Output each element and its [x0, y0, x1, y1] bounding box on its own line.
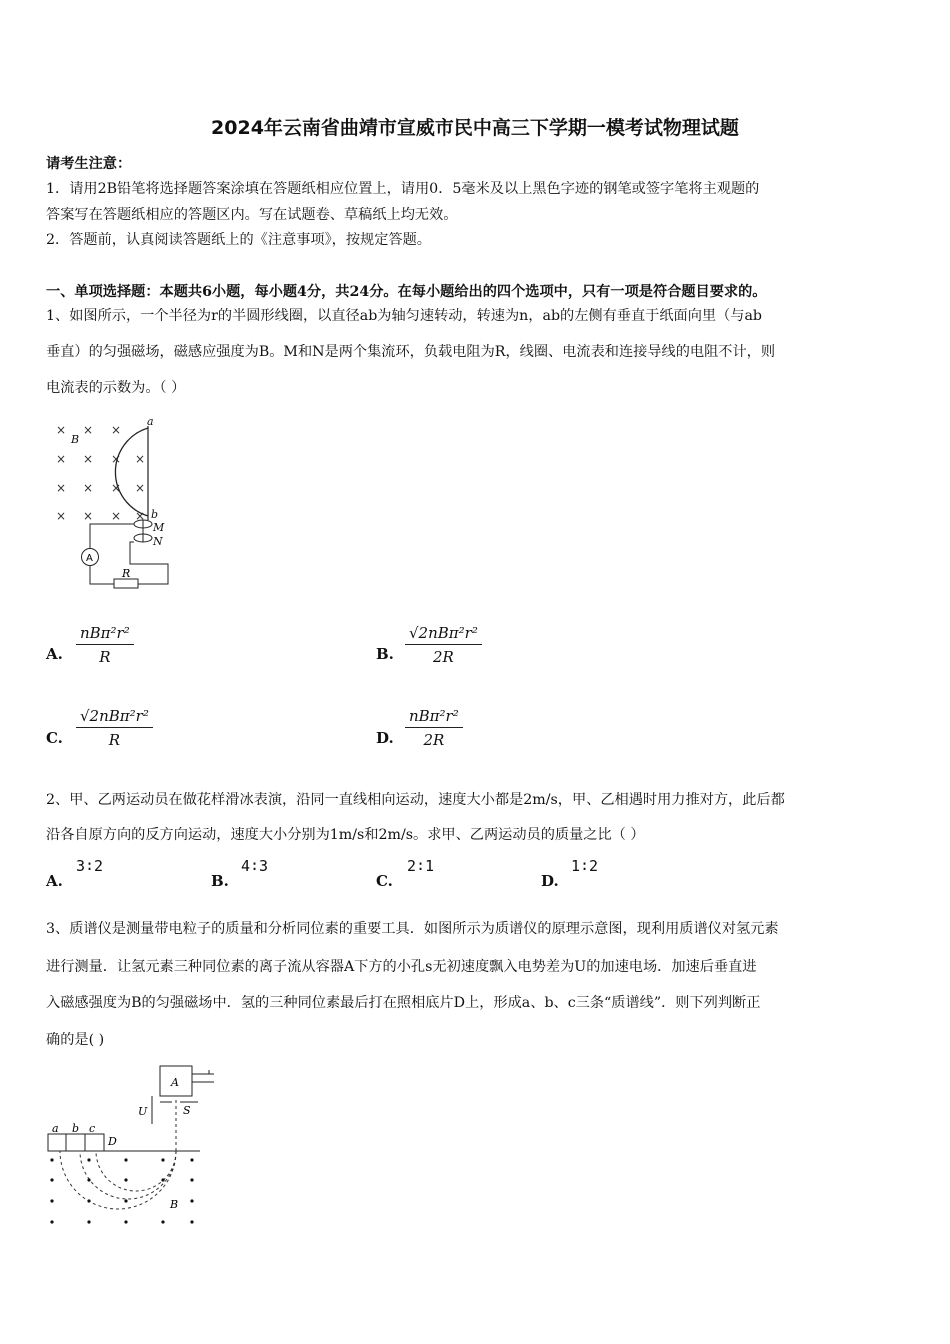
option-label: A. [46, 645, 63, 663]
option-label: C. [376, 872, 393, 890]
field-b-label: B [71, 433, 80, 446]
section-heading: 一、单项选择题：本题共6小题，每小题4分，共24分。在每小题给出的四个选项中，只有一项是符合题目要求的。 [46, 284, 767, 300]
q1-option-c[interactable] [46, 729, 63, 747]
line-a-label: a [52, 1122, 59, 1135]
svg-text:×: × [83, 452, 94, 466]
svg-text:×: × [111, 481, 122, 495]
q2-line-2: 沿各自原方向的反方向运动，速度大小分别为1m/s和2m/s。求甲、乙两运动员的质量之比（ ） [46, 827, 645, 843]
fraction-numerator: nBπ²r² [405, 707, 463, 728]
q1-option-b-fraction [405, 624, 482, 666]
inlet-pipe [192, 1070, 214, 1082]
point-a-label: a [147, 416, 154, 428]
q1-option-b[interactable] [376, 645, 394, 663]
option-label: D. [541, 872, 559, 890]
q2-option-c-value: 2∶1 [407, 857, 435, 875]
q3-line-2: 进行测量．让氢元素三种同位素的离子流从容器A下方的小孔s无初速度飘入电势差为U的加速电场．加速后垂直进 [46, 959, 757, 975]
svg-text:×: × [111, 452, 122, 466]
svg-text:×: × [83, 423, 94, 437]
wire-right [130, 542, 168, 584]
line-c-label: c [89, 1122, 96, 1135]
q1-option-a-fraction [76, 624, 134, 666]
svg-text:×: × [83, 481, 94, 495]
svg-text:×: × [111, 423, 122, 437]
svg-text:×: × [83, 509, 94, 523]
svg-text:×: × [135, 452, 146, 466]
svg-text:×: × [56, 452, 67, 466]
ammeter-label: A [86, 553, 93, 564]
field-b-label: B [170, 1198, 179, 1211]
fraction-numerator: nBπ²r² [76, 624, 134, 645]
option-label: A. [46, 872, 63, 890]
q2-option-d[interactable] [541, 872, 559, 890]
container-a-label: A [171, 1076, 179, 1089]
q1-line-3: 电流表的示数为。（ ） [46, 380, 186, 396]
fraction-denominator: R [99, 648, 111, 666]
fraction-denominator: 2R [423, 731, 445, 749]
q3-line-4: 确的是( ) [46, 1032, 105, 1048]
notice-line-3: 2．答题前，认真阅读答题纸上的《注意事项》，按规定答题。 [46, 232, 431, 248]
trajectory-c [96, 1151, 176, 1191]
q2-option-a-value: 3∶2 [76, 857, 104, 875]
magnetic-field-dots [50, 1158, 193, 1223]
option-label: B. [211, 872, 229, 890]
ring-m-label: M [153, 521, 165, 534]
q2-option-b[interactable] [211, 872, 229, 890]
semicircle-coil [115, 428, 148, 516]
svg-text:×: × [56, 481, 67, 495]
fraction-denominator: 2R [433, 648, 454, 666]
photographic-plate-d [48, 1134, 104, 1151]
q2-option-b-value: 4∶3 [241, 857, 269, 875]
svg-text:×: × [56, 423, 67, 437]
q1-option-d[interactable] [376, 729, 394, 747]
q1-circuit-figure [50, 416, 180, 594]
trajectory-a [60, 1151, 179, 1211]
voltage-u-label: U [138, 1105, 148, 1118]
q2-line-1: 2、甲、乙两运动员在做花样滑冰表演，沿同一直线相向运动，速度大小都是2m/s，甲、乙相遇时用力推对方，此后都 [46, 792, 785, 808]
svg-text:×: × [56, 509, 67, 523]
notice-heading: 请考生注意： [46, 156, 132, 172]
q2-option-a[interactable] [46, 872, 63, 890]
ring-n-label: N [153, 535, 163, 548]
svg-text:×: × [135, 481, 146, 495]
plate-d-label: D [108, 1135, 117, 1148]
option-label: D. [376, 729, 394, 747]
wire-top [90, 524, 134, 548]
slit-s-label: S [183, 1104, 191, 1117]
q1-line-2: 垂直）的匀强磁场，磁感应强度为B。M和N是两个集流环，负载电阻为R，线圈、电流表和连接导线的电阻不计，则 [46, 344, 776, 360]
q2-option-d-value: 1∶2 [571, 857, 599, 875]
fraction-numerator: √2nBπ²r² [405, 624, 482, 645]
q3-line-3: 入磁感强度为B的匀强磁场中．氢的三种同位素最后打在照相底片D上，形成a、b、c三条“质谱线”．则下列判断正 [46, 995, 761, 1011]
line-b-label: b [72, 1122, 80, 1135]
page-title: 2024年云南省曲靖市宣威市民中高三下学期一模考试物理试题 [211, 117, 739, 139]
q1-option-d-fraction [405, 707, 463, 749]
notice-line-1: 1．请用2B铅笔将选择题答案涂填在答题纸相应位置上，请用0．5毫米及以上黑色字迹的钢笔或签字笔将主观题的 [46, 181, 760, 197]
q2-option-c[interactable] [376, 872, 393, 890]
resistor-label: R [122, 567, 131, 580]
svg-text:×: × [111, 509, 122, 523]
notice-line-2: 答案写在答题纸相应的答题区内。写在试题卷、草稿纸上均无效。 [46, 207, 458, 223]
fraction-numerator: √2nBπ²r² [76, 707, 153, 728]
resistor-symbol [114, 579, 138, 588]
option-label: C. [46, 729, 63, 747]
q1-option-c-fraction [76, 707, 153, 749]
trajectory-b [80, 1151, 176, 1199]
q3-line-1: 3、质谱仪是测量带电粒子的质量和分析同位素的重要工具．如图所示为质谱仪的原理示意图，现利用质谱仪对氢元素 [46, 921, 779, 937]
wire-left [90, 566, 114, 584]
point-b-label: b [151, 508, 159, 521]
svg-text:×: × [135, 509, 146, 523]
q1-line-1: 1、如图所示，一个半径为r的半圆形线圈，以直径ab为轴匀速转动，转速为n，ab的左侧有垂直于纸面向里（与ab [46, 308, 763, 324]
fraction-denominator: R [108, 731, 121, 749]
q3-mass-spectrometer-figure [42, 1062, 222, 1234]
option-label: B. [376, 645, 394, 663]
q1-option-a[interactable] [46, 645, 63, 663]
